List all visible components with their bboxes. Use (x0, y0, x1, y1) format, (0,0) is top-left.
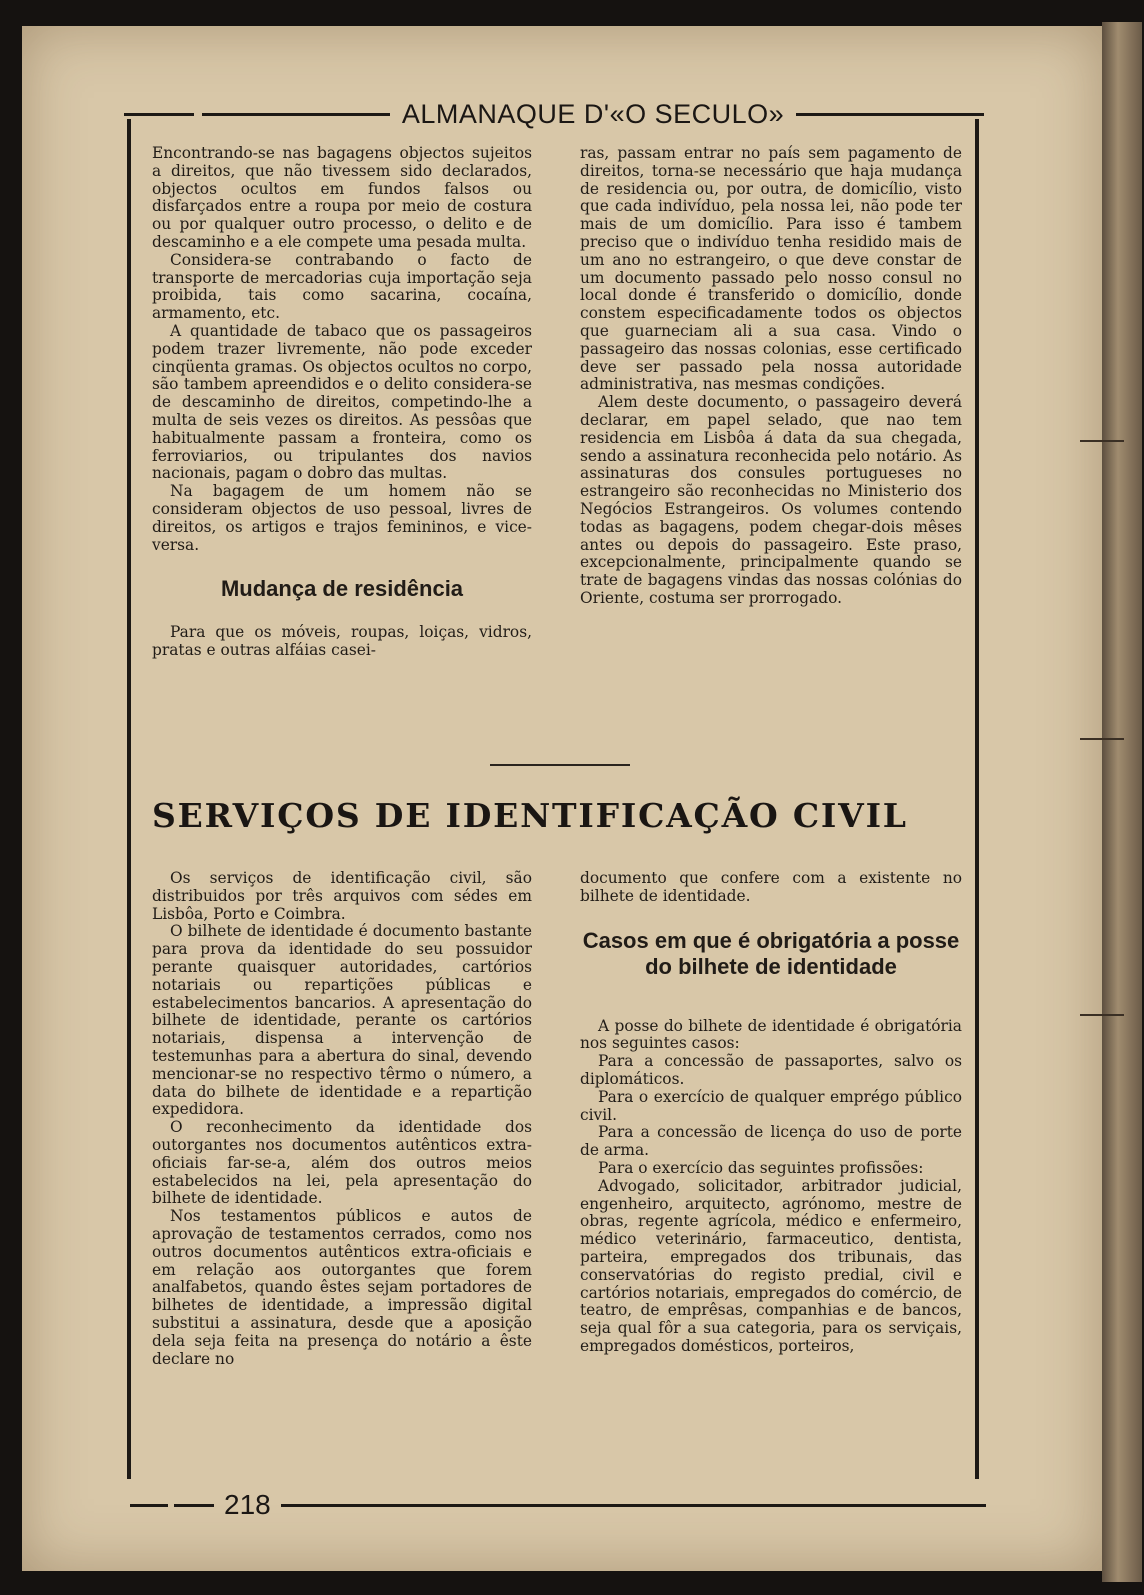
paragraph: Para a concessão de passaportes, salvo os diplomáticos. (580, 1052, 962, 1088)
paragraph: Nos testamentos públicos e autos de aprovação de testamentos cerrados, como nos outros documentos autênticos extra-oficiais e em relação aos outorgantes que forem analfabetos, quando êstes sejam portadores de bilhetes de identidade, a impressão digital substitui a assinatura, desde que a aposição dela seja feita na presença do notário a êste declare no (152, 1207, 532, 1368)
paragraph: Encontrando-se nas bagagens objectos sujeitos a direitos, que não tivessem sido declarados, objectos ocultos em fundos falsos ou disfarçados entre a roupa por meio de costura ou por qualquer outro processo, o delito e de descaminho e a ele compete uma pesada multa. (152, 144, 532, 251)
paragraph: Alem deste documento, o passageiro deverá declarar, em papel selado, que nao tem residencia em Lisbôa á data da sua chegada, sendo a assinatura reconhecida pelo notário. As assinaturas dos consules portugueses no estrangeiro são reconhecidas no Ministerio dos Negócios Estrangeiros. Os volumes contendo todas as bagagens, podem chegar-dois mêses antes ou depois do passageiro. Este praso, excepcionalmente, principalmente quando se trate de bagagens vindas das nossas colónias do Oriente, costuma ser prorrogado. (580, 393, 962, 607)
header-title: ALMANAQUE D'«O SECULO» (401, 98, 785, 129)
next-page-edge (1102, 22, 1142, 1582)
binding-pin (1080, 1014, 1124, 1016)
header-rule (202, 113, 390, 116)
footer-rule (174, 1504, 214, 1507)
paragraph: ras, passam entrar no país sem pagamento de direitos, torna-se necessário que haja mudança de residencia ou, por outra, de domicílio, visto que cada indivíduo, pela nossa lei, não pode ter mais de um domicílio. Para isso é tambem preciso que o indivíduo tenha residido mais de um ano no estrangeiro, o que deve constar de um documento passado pelo nosso consul no local donde é transferido o domicílio, donde constem especificadamente todos os objectos que guarneciam ali a sua casa. Vindo o passageiro das nossas colonias, esse certificado deve ser passado pela nossa autoridade administrativa, nas mesmas condições. (580, 144, 962, 394)
paragraph: Os serviços de identificação civil, são distribuidos por três arquivos com sédes em Lisbôa, Porto e Coimbra. (152, 869, 532, 923)
column-bottom-right (580, 870, 962, 1356)
header-rule (124, 113, 194, 116)
binding-pin (1080, 738, 1124, 740)
section-divider (490, 764, 630, 766)
paragraph: A posse do bilhete de identidade é obrigatória nos seguintes casos: (580, 1016, 962, 1053)
page-number: 218 (224, 1489, 271, 1520)
section-title: SERVIÇOS DE IDENTIFICAÇÃO CIVIL (152, 796, 908, 835)
page-footer (130, 1488, 986, 1522)
paragraph: Para que os móveis, roupas, loiças, vidros, pratas e outras alfáias casei- (152, 623, 532, 660)
footer-rule (130, 1504, 168, 1507)
paragraph: O bilhete de identidade é documento bastante para prova da identidade do seu possuidor perante quaisquer autoridades, cartórios notariais ou repartições públicas e estabelecimentos bancarios. A apresentação do bilhete de identidade, perante os cartórios notariais, dispensa a intervenção de testemunhas para a abertura do sinal, devendo mencionar-se no respectivo têrmo o número, a data do bilhete de identidade e a repartição expedidora. (152, 922, 532, 1119)
subheading-mudanca: Mudança de residência (220, 576, 464, 602)
paragraph: Para o exercício das seguintes profissões: (598, 1158, 924, 1177)
paragraph: documento que confere com a existente no bilhete de identidade. (580, 869, 962, 905)
paragraph: Advogado, solicitador, arbitrador judicial, engenheiro, arquitecto, agrónomo, mestre de obras, regente agrícola, médico e enfermeiro, médico veterinário, farmaceutico, dentista, parteira, empregados dos tribunais, das conservatórias do registo predial, civil e cartórios notariais, empregados do comércio, de teatro, de emprêsas, companhias e de bancos, seja qual fôr a sua categoria, para os serviçais, empregados domésticos, porteiros, (580, 1176, 962, 1355)
footer-rule (281, 1504, 986, 1507)
header-rule (796, 113, 984, 116)
paragraph: Para o exercício de qualquer emprégo público civil. (580, 1087, 962, 1124)
column-bottom-left (152, 870, 532, 1368)
paragraph: Considera-se contrabando o facto de transporte de mercadorias cuja importação seja proibida, tais como sacarina, cocaína, armamento, etc. (152, 250, 532, 323)
column-top-right (580, 145, 962, 608)
subheading-casos: Casos em que é obrigatória a posse do bilhete de identidade (582, 927, 960, 979)
paragraph: Para a concessão de licença do uso de porte de arma. (580, 1123, 962, 1160)
binding-pin (1080, 440, 1124, 442)
column-top-left (152, 145, 532, 660)
paragraph: A quantidade de tabaco que os passageiros podem trazer livremente, não pode exceder cinqüenta gramas. Os objectos ocultos no corpo, são tambem apreendidos e o delito considera-se de descaminho de direitos, competindo-lhe a multa de seis vezes os direitos. As pessôas que habitualmente passam a fronteira, como os ferroviarios, ou tripulantes dos navios nacionais, pagam o dobro das multas. (152, 321, 532, 483)
paragraph: O reconhecimento da identidade dos outorgantes nos documentos autênticos extra-oficiais far-se-a, além dos outros meios estabelecidos na lei, pela apresentação do bilhete de identidade. (152, 1118, 532, 1208)
paragraph: Na bagagem de um homem não se consideram objectos de uso pessoal, livres de direitos, os artigos e trajos femininos, e vice-versa. (152, 482, 532, 554)
